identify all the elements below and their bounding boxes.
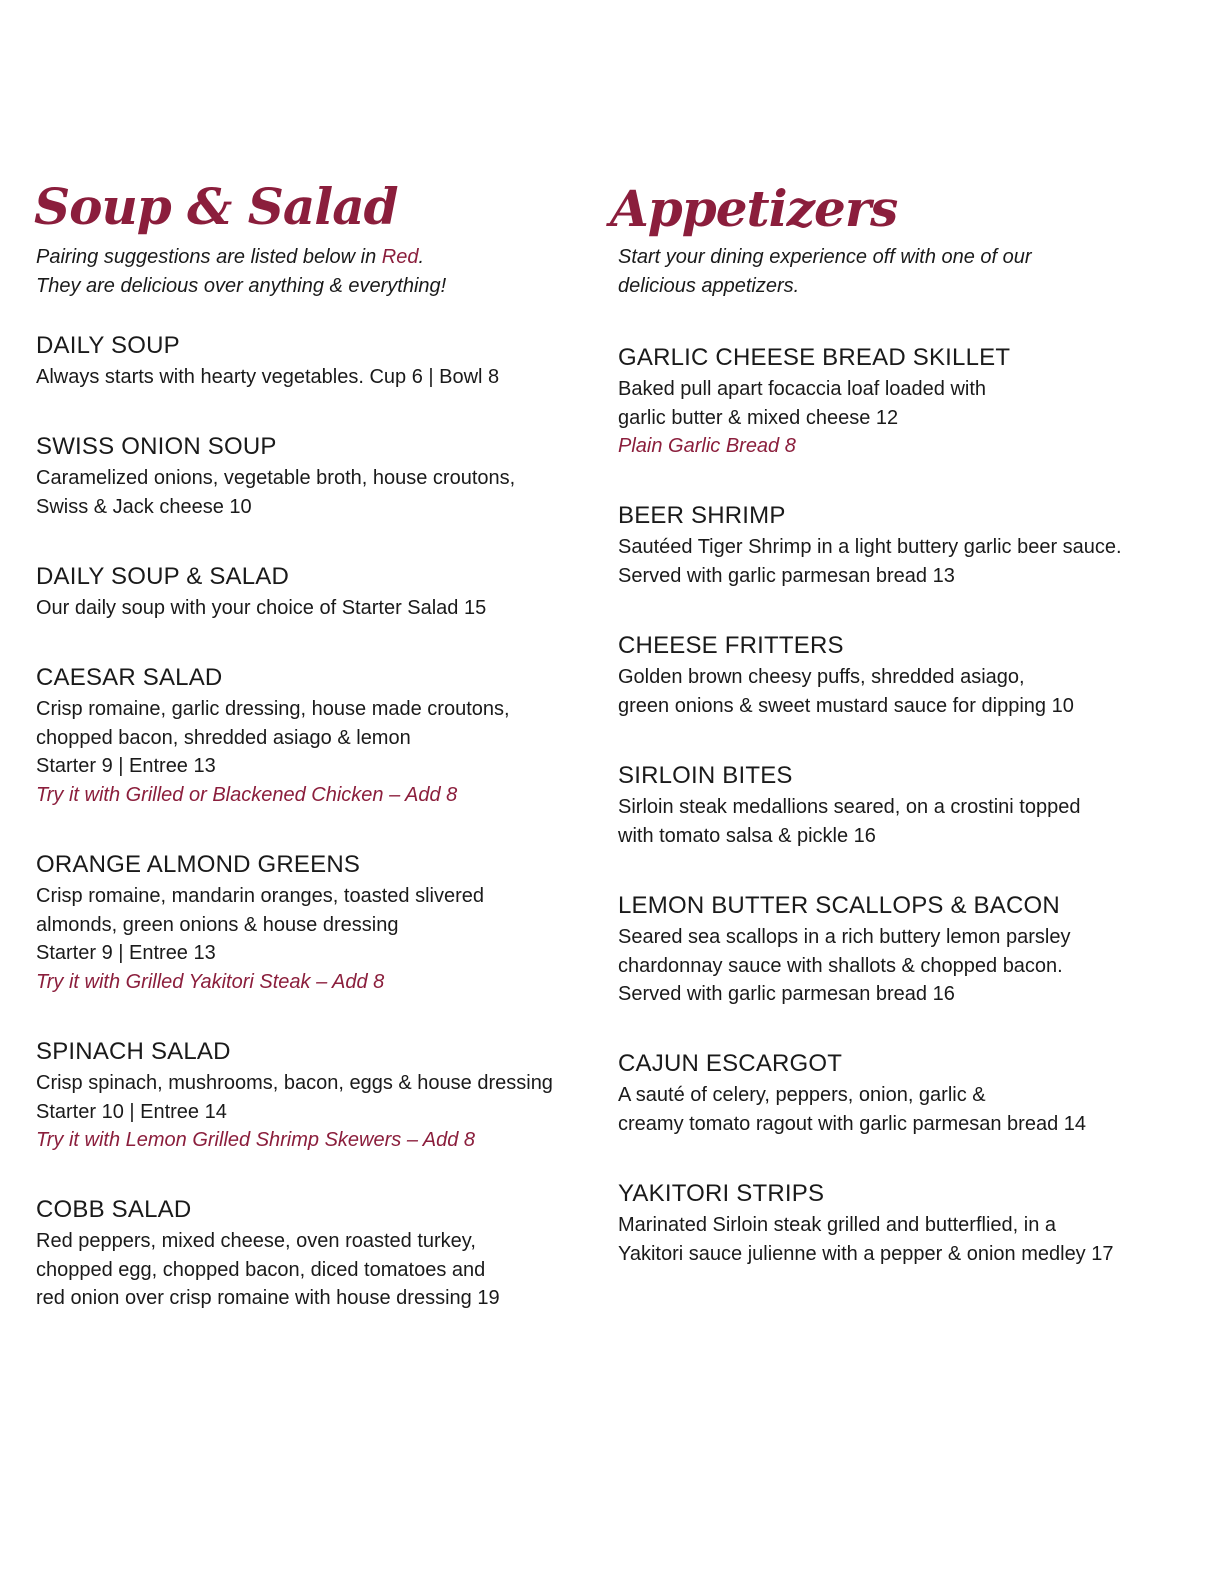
item-name: LEMON BUTTER SCALLOPS & BACON	[618, 892, 1060, 919]
item-name: SIRLOIN BITES	[618, 762, 793, 789]
menu-item-cobb-salad	[36, 1196, 581, 1313]
menu-item-daily-soup	[36, 332, 581, 392]
item-description: Red peppers, mixed cheese, oven roasted turkey,	[36, 1230, 476, 1252]
menu-item-lemon-butter-scallops-bacon	[618, 892, 1178, 1009]
item-description: almonds, green onions & house dressing	[36, 913, 399, 936]
item-description: Swiss & Jack cheese 10	[36, 495, 252, 518]
item-description: Sirloin steak medallions seared, on a crostini topped	[618, 796, 1081, 818]
item-description: chardonnay sauce with shallots & chopped bacon.	[618, 954, 1063, 977]
item-name: CHEESE FRITTERS	[618, 632, 844, 659]
menu-item-swiss-onion-soup	[36, 433, 581, 521]
soup-salad-intro	[36, 243, 446, 301]
menu-item-caesar-salad	[36, 664, 581, 810]
item-price: Starter 9 | Entree 13	[36, 755, 216, 778]
item-name: SPINACH SALAD	[36, 1038, 231, 1065]
item-description: Golden brown cheesy puffs, shredded asiago,	[618, 666, 1025, 688]
menu-item-cheese-fritters	[618, 632, 1178, 720]
item-description: Baked pull apart focaccia loaf loaded with	[618, 378, 987, 400]
item-description: Served with garlic parmesan bread 13	[618, 564, 955, 587]
menu-item-daily-soup-salad	[36, 563, 581, 623]
item-description: Caramelized onions, vegetable broth, house croutons,	[36, 467, 516, 489]
item-description: chopped egg, chopped bacon, diced tomatoes and	[36, 1258, 486, 1281]
item-description: chopped bacon, shredded asiago & lemon	[36, 726, 411, 749]
intro-line-2: delicious appetizers.	[618, 275, 800, 297]
item-price: Starter 9 | Entree 13	[36, 942, 216, 965]
item-name: CAJUN ESCARGOT	[618, 1050, 843, 1077]
pairing-suggestion: Try it with Grilled Yakitori Steak – Add 8	[36, 971, 385, 994]
item-name: BEER SHRIMP	[618, 502, 786, 529]
item-name: SWISS ONION SOUP	[36, 433, 277, 460]
item-description: Crisp romaine, garlic dressing, house made croutons,	[36, 698, 510, 720]
item-name: ORANGE ALMOND GREENS	[36, 851, 361, 878]
item-description: Always starts with hearty vegetables. Cup 6 | Bowl 8	[36, 366, 500, 388]
item-name: CAESAR SALAD	[36, 664, 223, 691]
item-description: garlic butter & mixed cheese 12	[618, 406, 899, 429]
intro-line-1: Pairing suggestions are listed below in Red.	[36, 246, 425, 268]
item-name: DAILY SOUP & SALAD	[36, 563, 290, 590]
item-description: Yakitori sauce julienne with a pepper & onion medley 17	[618, 1242, 1114, 1265]
item-price: Starter 10 | Entree 14	[36, 1100, 227, 1123]
menu-item-sirloin-bites	[618, 762, 1178, 850]
item-description: red onion over crisp romaine with house dressing 19	[36, 1287, 500, 1310]
item-description: Our daily soup with your choice of Starter Salad 15	[36, 597, 487, 619]
intro-line-2: They are delicious over anything & everything!	[36, 275, 447, 297]
item-name: COBB SALAD	[36, 1196, 192, 1223]
pairing-suggestion: Plain Garlic Bread 8	[618, 435, 796, 458]
item-description: Crisp spinach, mushrooms, bacon, eggs & house dressing	[36, 1072, 553, 1094]
soup-salad-title: Soup & Salad	[34, 177, 398, 236]
menu-item-cajun-escargot	[618, 1050, 1178, 1138]
red-word: Red	[381, 246, 419, 268]
item-name: YAKITORI STRIPS	[618, 1180, 825, 1207]
menu-item-spinach-salad	[36, 1038, 581, 1155]
pairing-suggestion: Try it with Grilled or Blackened Chicken – Add 8	[36, 784, 458, 807]
item-name: GARLIC CHEESE BREAD SKILLET	[618, 344, 1011, 371]
menu-item-beer-shrimp	[618, 502, 1178, 590]
item-description: Crisp romaine, mandarin oranges, toasted slivered	[36, 885, 484, 907]
menu-item-garlic-cheese-bread-skillet	[618, 344, 1178, 461]
intro-line-1: Start your dining experience off with one of our	[618, 246, 1032, 268]
menu-item-orange-almond-greens	[36, 851, 581, 997]
pairing-suggestion: Try it with Lemon Grilled Shrimp Skewers – Add 8	[36, 1129, 476, 1152]
item-description: green onions & sweet mustard sauce for dipping 10	[618, 694, 1074, 717]
item-name: DAILY SOUP	[36, 332, 180, 359]
item-description: Sautéed Tiger Shrimp in a light buttery garlic beer sauce.	[618, 536, 1122, 558]
item-description: A sauté of celery, peppers, onion, garlic &	[618, 1084, 986, 1106]
item-description: Marinated Sirloin steak grilled and butterflied, in a	[618, 1214, 1057, 1236]
item-description: creamy tomato ragout with garlic parmesan bread 14	[618, 1112, 1087, 1135]
menu-item-yakitori-strips	[618, 1180, 1178, 1268]
appetizers-intro	[618, 243, 1032, 301]
item-description: Served with garlic parmesan bread 16	[618, 983, 955, 1006]
item-description: with tomato salsa & pickle 16	[618, 824, 876, 847]
appetizers-title: Appetizers	[610, 179, 898, 238]
item-description: Seared sea scallops in a rich buttery lemon parsley	[618, 926, 1071, 948]
